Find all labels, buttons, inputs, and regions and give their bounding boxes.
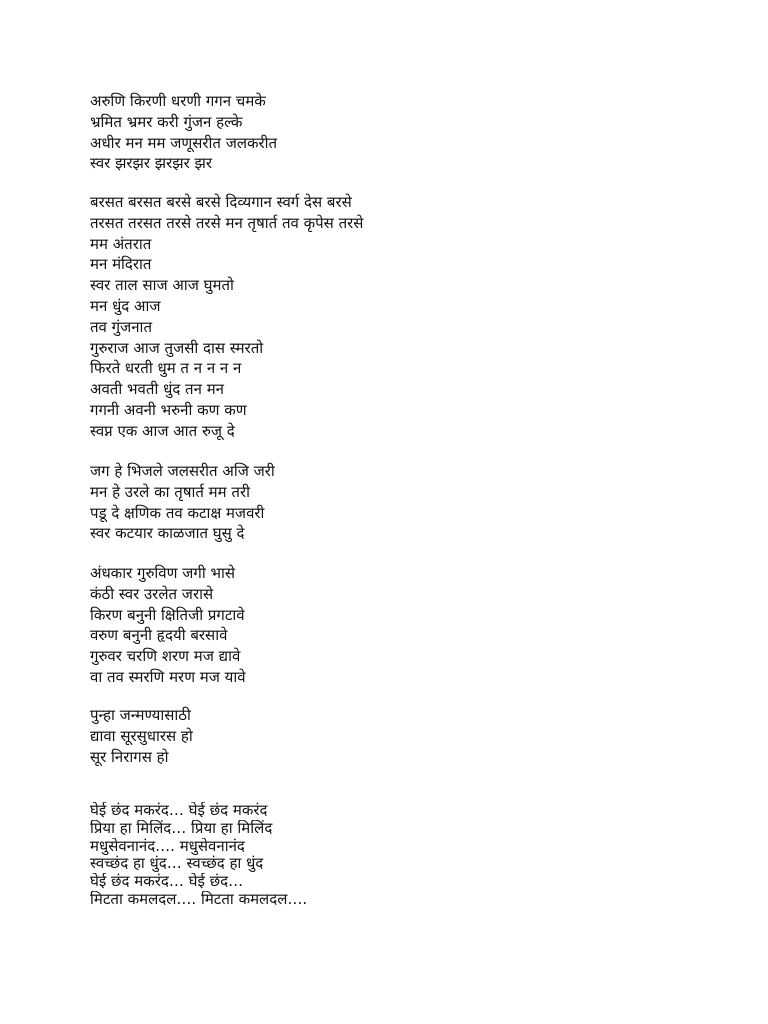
poem-line: अरुणि किरणी धरणी गगन चमके — [90, 92, 266, 110]
poem-line: जग हे भिजले जलसरीत अजि जरी — [90, 462, 275, 480]
poem-line: घेई छंद मकरंद… घेई छंद… — [90, 873, 244, 891]
poem-line: मधुसेवनानंद…. मधुसेवनानंद — [90, 837, 245, 855]
poem-line: मन हे उरले का तृषार्त मम तरी — [90, 482, 250, 501]
poem-line: कंठी स्वर उरलेत जरासे — [90, 584, 214, 603]
poem-line: अंधकार गुरुविण जगी भासे — [90, 564, 236, 582]
poem-line: किरण बनुनी क्षितिजी प्रगटावे — [90, 605, 245, 624]
stanza-3 — [90, 461, 730, 544]
poem-line: फिरते धरती धुम त न न न न — [90, 359, 242, 378]
stanza-1 — [90, 91, 730, 174]
poem-line: तव गुंजनात — [90, 317, 152, 336]
poem-line: भ्रमित भ्रमर करी गुंजन हल्के — [90, 112, 243, 131]
poem-line: स्वर ताल साज आज घुमतो — [90, 276, 234, 295]
poem-line: मन धुंद आज — [90, 296, 161, 315]
stanza-5 — [90, 705, 730, 767]
poem-line: गगनी अवनी भरुनी कण कण — [90, 400, 247, 419]
poem-line: गुरुराज आज तुजसी दास स्मरतो — [90, 338, 264, 357]
poem-line: स्वर झरझर झरझर झर — [90, 154, 212, 173]
poem-line: मन मंदिरात — [90, 255, 152, 274]
poem-line: स्वप्न एक आज आत रुजू दे — [90, 421, 235, 440]
poem-line: मिटता कमलदल…. मिटता कमलदल…. — [90, 890, 308, 908]
poem-line: वा तव स्मरणि मरण मज यावे — [90, 667, 246, 686]
stanza-6 — [90, 802, 730, 909]
poem-line: स्वर कटयार काळजात घुसु दे — [90, 524, 245, 543]
poem-line: पडू दे क्षणिक तव कटाक्ष मजवरी — [90, 503, 265, 522]
poem-line: मम अंतरात — [90, 234, 152, 253]
poem-line: तरसत तरसत तरसे तरसे मन तृषार्त तव कृपेस तरसे — [90, 213, 364, 232]
poem-line: प्रिया हा मिलिंद… प्रिया हा मिलिंद — [90, 819, 273, 837]
poem-line: अवती भवती धुंद तन मन — [90, 380, 224, 399]
poem-line: बरसत बरसत बरसे बरसे दिव्यगान स्वर्ग देस बरसे — [90, 193, 352, 211]
poem-line: सूर निरागस हो — [90, 747, 169, 766]
poem-line: वरुण बनुनी हृदयी बरसावे — [90, 626, 228, 645]
stanza-4 — [90, 563, 730, 688]
poem-line: द्यावा सूरसुधारस हो — [90, 726, 193, 745]
poem-line: अधीर मन मम जणूसरीत जलकरीत — [90, 133, 278, 152]
stanza-2 — [90, 192, 730, 442]
poem-line: घेई छंद मकरंद… घेई छंद मकरंद — [90, 802, 268, 819]
poem-line: पुन्हा जन्मण्यासाठी — [90, 706, 191, 724]
poem-line: गुरुवर चरणि शरण मज द्यावे — [90, 647, 241, 666]
poem-line: स्वच्छंद हा धुंद… स्वच्छंद हा धुंद — [90, 855, 264, 873]
